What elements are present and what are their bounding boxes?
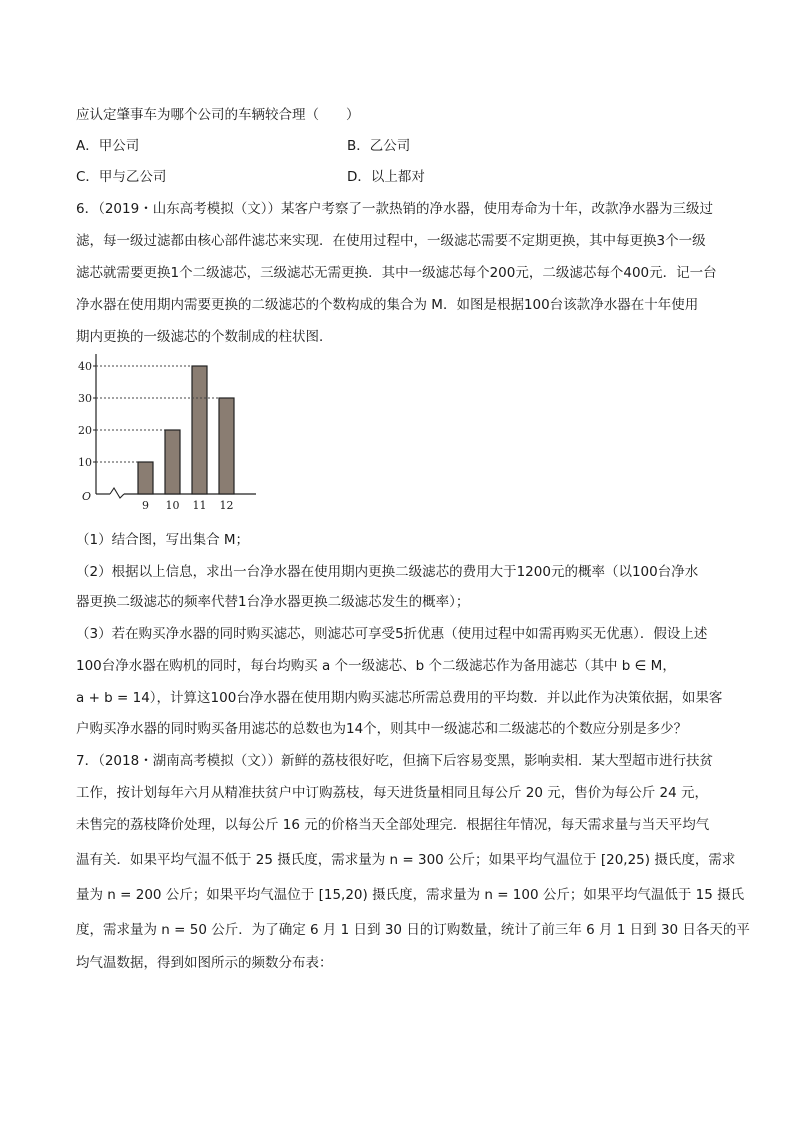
q5-option-a: A．甲公司: [76, 138, 140, 154]
x-tick-label: 11: [192, 499, 207, 510]
q7-line-3: 未售完的荔枝降价处理，以每公斤 16 元的价格当天全部处理完．根据往年情况，每天需求量与当天平均气: [76, 817, 710, 833]
y-tick-label: 30: [78, 392, 92, 405]
bar-chart: [76, 350, 276, 510]
q6-line-4: 净水器在使用期内需要更换的二级滤芯的个数构成的集合为 M．如图是根据100台该款净水器在十年使用: [76, 297, 699, 313]
axis-break-mark: [110, 488, 124, 498]
q6-line-5: 期内更换的一级滤芯的个数制成的柱状图．: [76, 329, 333, 345]
q6-sub-2-line-2: 器更换二级滤芯的频率代替1台净水器更换二级滤芯发生的概率）；: [76, 594, 470, 610]
q7-line-1: 7．（2018・湖南高考模拟（文））新鲜的荔枝很好吃，但摘下后容易变黑，影响卖相．某大型超市进行扶贫: [76, 753, 713, 769]
q5-option-c: C．甲与乙公司: [76, 169, 167, 185]
q6-line-1: 6．（2019・山东高考模拟（文））某客户考察了一款热销的净水器，使用寿命为十年，改款净水器为三级过: [76, 201, 713, 217]
bar: [219, 398, 234, 494]
bar: [138, 462, 153, 494]
y-tick-label: 10: [78, 456, 92, 469]
q6-sub-3-line-1: （3）若在购买净水器的同时购买滤芯，则滤芯可享受5折优惠（使用过程中如需再购买无优惠）．假设上述: [76, 626, 708, 642]
x-tick-label: 12: [219, 499, 234, 510]
bar: [165, 430, 180, 494]
q6-sub-1: （1）结合图，写出集合 M；: [76, 532, 250, 548]
y-tick-label: 40: [78, 360, 92, 373]
q7-line-4: 温有关．如果平均气温不低于 25 摄氏度，需求量为 n = 300 公斤；如果平均气温位于 [20,25) 摄氏度，需求: [76, 852, 736, 868]
q7-line-5: 量为 n = 200 公斤；如果平均气温位于 [15,20) 摄氏度，需求量为 n = 100 公斤；如果平均气温低于 15 摄氏: [76, 887, 745, 903]
q5-question: 应认定肇事车为哪个公司的车辆较合理（ ）: [76, 107, 360, 123]
x-tick-label: 9: [142, 499, 149, 510]
q6-line-2: 滤，每一级过滤都由核心部件滤芯来实现．在使用过程中，一级滤芯需要不定期更换，其中每更换3个一级: [76, 233, 706, 249]
q5-option-b: B．乙公司: [347, 138, 411, 154]
q7-line-6: 度，需求量为 n = 50 公斤．为了确定 6 月 1 日到 30 日的订购数量，统计了前三年 6 月 1 日到 30 日各天的平: [76, 922, 750, 938]
q6-sub-3-line-2: 100台净水器在购机的同时，每台均购买 a 个一级滤芯、b 个二级滤芯作为备用滤芯（其中 b ∈ M，: [76, 658, 676, 674]
y-tick-label: 20: [78, 424, 92, 437]
q7-line-7: 均气温数据，得到如图所示的频数分布表：: [76, 955, 333, 971]
bar: [192, 366, 207, 494]
q7-line-2: 工作，按计划每年六月从精准扶贫户中订购荔枝，每天进货量相同且每公斤 20 元，售价为每公斤 24 元，: [76, 785, 709, 801]
q6-sub-2-line-1: （2）根据以上信息，求出一台净水器在使用期内更换二级滤芯的费用大于1200元的概率（以100台净水: [76, 564, 699, 580]
origin-label: O: [82, 490, 92, 503]
q6-line-3: 滤芯就需要更换1个二级滤芯，三级滤芯无需更换．其中一级滤芯每个200元，二级滤芯每个400元．记一台: [76, 265, 717, 281]
q6-sub-3-line-3: a + b = 14），计算这100台净水器在使用期内购买滤芯所需总费用的平均数．并以此作为决策依据，如果客: [76, 690, 723, 706]
x-tick-label: 10: [165, 499, 180, 510]
q5-option-d: D．以上都对: [347, 169, 425, 185]
q6-sub-3-line-4: 户购买净水器的同时购买备用滤芯的总数也为14个，则其中一级滤芯和二级滤芯的个数应分别是多少？: [76, 721, 688, 737]
